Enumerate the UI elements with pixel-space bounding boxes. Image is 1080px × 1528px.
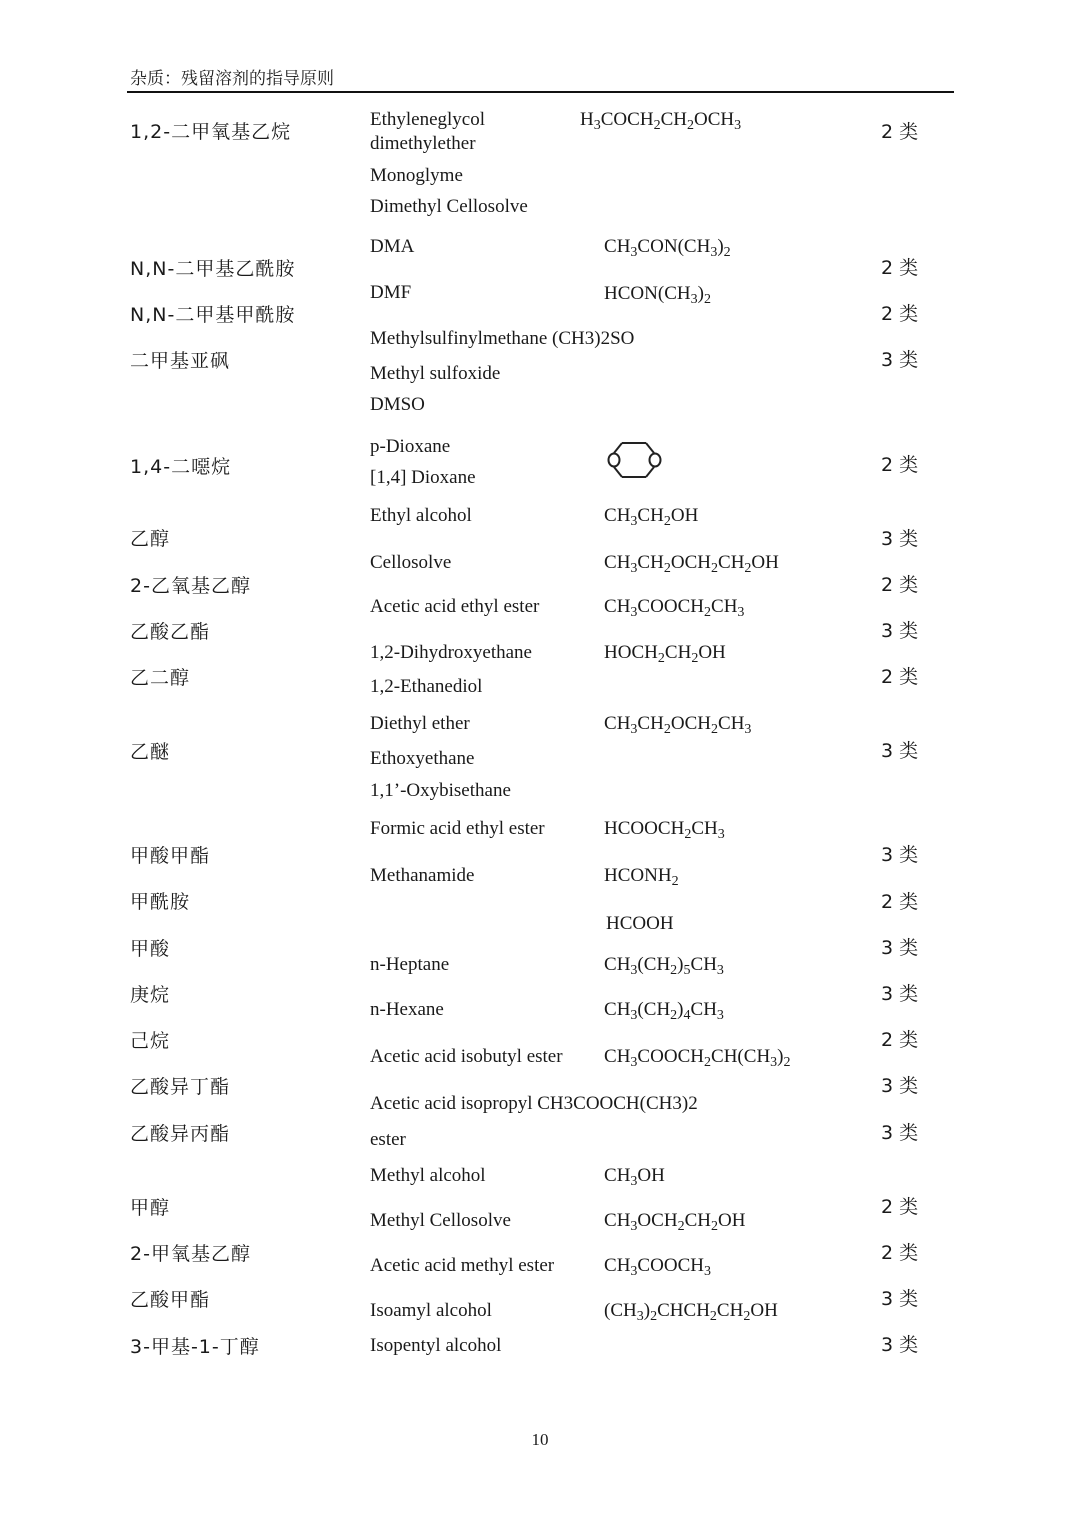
- class-label: 3 类: [881, 740, 919, 762]
- class-label: 2 类: [881, 303, 919, 325]
- class-label: 3 类: [881, 528, 919, 550]
- formula: $H_3COCH_2CH_2OCH_3$: [580, 109, 742, 133]
- chinese-name: 2-乙氧基乙醇: [130, 575, 251, 597]
- synonym: DMF: [370, 282, 412, 303]
- header-rule: [127, 91, 954, 93]
- class-label: 3 类: [881, 983, 919, 1005]
- chinese-name: N,N-二甲基甲酰胺: [130, 304, 296, 326]
- formula: $CH_3COOCH_3$: [604, 1255, 711, 1279]
- formula: $CH_3(CH_2)_4CH_3$: [604, 999, 724, 1023]
- formula: $CH_3OH$: [604, 1165, 665, 1189]
- synonym: Cellosolve: [370, 552, 452, 573]
- synonym: dimethylether: [370, 133, 476, 154]
- synonym: n-Heptane: [370, 954, 450, 975]
- synonym: Methyl alcohol: [370, 1165, 486, 1186]
- class-label: 3 类: [881, 1122, 919, 1144]
- formula: $HCOOCH_2CH_3$: [604, 818, 725, 842]
- formula: $CH_3CH_2OCH_2CH_2OH$: [604, 552, 779, 576]
- synonym: 1,2-Dihydroxyethane: [370, 642, 532, 663]
- synonym: n-Hexane: [370, 999, 444, 1020]
- chinese-name: 甲酸: [130, 938, 171, 960]
- class-label: 3 类: [881, 937, 919, 959]
- class-label: 2 类: [881, 574, 919, 596]
- class-label: 3 类: [881, 1334, 919, 1356]
- chinese-name: 乙酸异丙酯: [130, 1123, 231, 1145]
- chinese-name: N,N-二甲基乙酰胺: [130, 258, 296, 280]
- class-label: 2 类: [881, 1029, 919, 1051]
- synonym: Ethoxyethane: [370, 748, 475, 769]
- synonym: Acetic acid methyl ester: [370, 1255, 555, 1276]
- synonym: [1,4] Dioxane: [370, 467, 476, 488]
- chinese-name: 甲醇: [130, 1197, 171, 1219]
- chinese-name: 二甲基亚砜: [130, 350, 231, 372]
- formula: $HCONH_2$: [604, 865, 679, 889]
- class-label: 2 类: [881, 1196, 919, 1218]
- synonym: Acetic acid isopropyl CH3COOCH(CH3)2: [370, 1093, 698, 1114]
- class-label: 3 类: [881, 844, 919, 866]
- chinese-name: 乙醚: [130, 741, 171, 763]
- class-label: 2 类: [881, 891, 919, 913]
- header-title: 杂质：残留溶剂的指导原则: [130, 69, 334, 89]
- dioxane-ring-icon: [604, 437, 666, 483]
- chinese-name: 乙酸甲酯: [130, 1289, 211, 1311]
- class-label: 3 类: [881, 1288, 919, 1310]
- formula: $HCON(CH_3)_2$: [604, 283, 711, 307]
- synonym: Methylsulfinylmethane (CH3)2SO: [370, 328, 635, 349]
- chinese-name: 乙酸乙酯: [130, 621, 211, 643]
- synonym: Monoglyme: [370, 165, 463, 186]
- chinese-name: 1,2-二甲氧基乙烷: [130, 121, 292, 143]
- chinese-name: 庚烷: [130, 984, 171, 1006]
- synonym: 1,2-Ethanediol: [370, 676, 483, 697]
- chinese-name: 甲酰胺: [130, 891, 191, 913]
- chinese-name: 己烷: [130, 1030, 171, 1052]
- synonym: ester: [370, 1129, 406, 1150]
- chinese-name: 乙醇: [130, 528, 171, 550]
- formula: $CH_3OCH_2CH_2OH$: [604, 1210, 746, 1234]
- class-label: 2 类: [881, 1242, 919, 1264]
- synonym: DMSO: [370, 394, 425, 415]
- chinese-name: 1,4-二噁烷: [130, 456, 232, 478]
- synonym: DMA: [370, 236, 415, 257]
- class-label: 2 类: [881, 121, 919, 143]
- chinese-name: 2-甲氧基乙醇: [130, 1243, 251, 1265]
- synonym: Methyl sulfoxide: [370, 363, 501, 384]
- synonym: Acetic acid isobutyl ester: [370, 1046, 563, 1067]
- class-label: 3 类: [881, 1075, 919, 1097]
- formula: $CH_3COOCH_2CH(CH_3)_2$: [604, 1046, 791, 1070]
- formula: HCOOH: [606, 913, 674, 934]
- synonym: Methanamide: [370, 865, 475, 886]
- class-label: 2 类: [881, 257, 919, 279]
- chinese-name: 乙酸异丁酯: [130, 1076, 231, 1098]
- formula: $CH_3CON(CH_3)_2$: [604, 236, 731, 260]
- synonym: Dimethyl Cellosolve: [370, 196, 528, 217]
- formula: $CH_3CH_2OCH_2CH_3$: [604, 713, 752, 737]
- formula: $HOCH_2CH_2OH$: [604, 642, 726, 666]
- class-label: 3 类: [881, 620, 919, 642]
- chinese-name: 3-甲基-1-丁醇: [130, 1336, 260, 1358]
- page-number: 10: [531, 1430, 549, 1449]
- synonym: Isoamyl alcohol: [370, 1300, 492, 1321]
- formula: $CH_3COOCH_2CH_3$: [604, 596, 745, 620]
- synonym: Methyl Cellosolve: [370, 1210, 511, 1231]
- class-label: 2 类: [881, 454, 919, 476]
- formula: $(CH_3)_2CHCH_2CH_2OH$: [604, 1300, 778, 1324]
- chinese-name: 甲酸甲酯: [130, 845, 211, 867]
- class-label: 3 类: [881, 349, 919, 371]
- synonym: p-Dioxane: [370, 436, 451, 457]
- formula: $CH_3CH_2OH$: [604, 505, 699, 529]
- synonym: Ethyleneglycol: [370, 109, 486, 130]
- synonym: 1,1’-Oxybisethane: [370, 780, 511, 801]
- synonym: Formic acid ethyl ester: [370, 818, 545, 839]
- synonym: Ethyl alcohol: [370, 505, 472, 526]
- synonym: Diethyl ether: [370, 713, 470, 734]
- synonym: Acetic acid ethyl ester: [370, 596, 540, 617]
- chinese-name: 乙二醇: [130, 667, 191, 689]
- synonym: Isopentyl alcohol: [370, 1335, 502, 1356]
- class-label: 2 类: [881, 666, 919, 688]
- formula: $CH_3(CH_2)_5CH_3$: [604, 954, 724, 978]
